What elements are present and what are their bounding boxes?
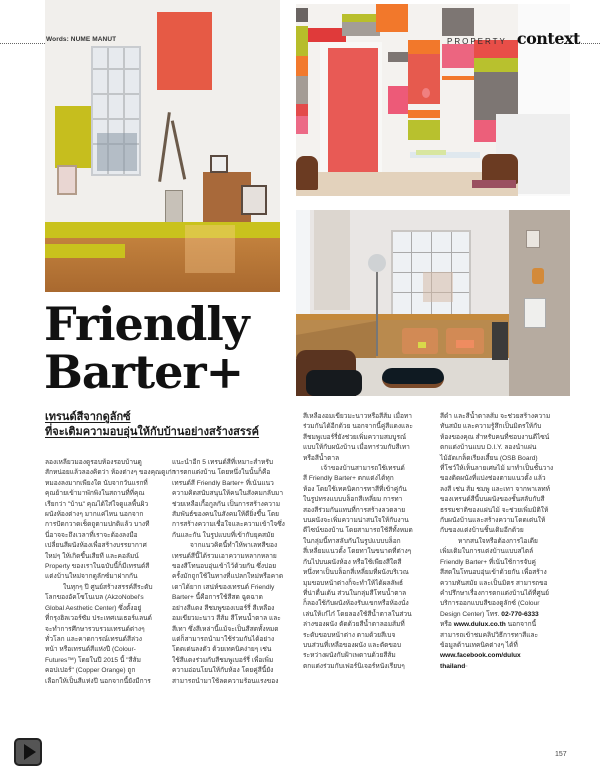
armchair bbox=[402, 328, 438, 354]
title-line-1: Friendly bbox=[44, 297, 249, 351]
text-line: เปลี่ยนสีผนังห้องเพื่อสร้างบรรยากาศ bbox=[45, 542, 147, 550]
facebook-link[interactable]: www.facebook.com/dulux bbox=[440, 652, 521, 660]
section-tag bbox=[447, 29, 580, 48]
text-line: กับของแต่งบ้านชิ้นเดิมอีกด้วย bbox=[440, 527, 524, 535]
text-line: กับผนังบ้านและสร้างความโดดเด่นให้ bbox=[440, 517, 546, 525]
text-line: ล่างของผนัง ตัดด้วยสีน้ำตาลอมส้มที่ bbox=[303, 621, 405, 629]
ottoman bbox=[382, 368, 444, 388]
lime-shelf bbox=[45, 222, 280, 238]
text-line: สี Friendly Barter+ ตกแต่งได้ทุก bbox=[303, 475, 394, 483]
text-line: โลกของอัคโซโนเบล (AkzoNobel's bbox=[45, 594, 144, 602]
subtitle-line-2: ที่จะเติมความอบอุ่นให้กับบ้านอย่างสร้างสรรค์ bbox=[45, 425, 260, 438]
text-line: สีดำ และสีน้ำตาลส้ม จะช่วยสร้างความ bbox=[440, 413, 551, 420]
text-line: แต่ก็สามารถนำมาใช้ร่วมกันได้อย่าง bbox=[172, 635, 275, 643]
website-link[interactable]: www.dulux.co.th bbox=[453, 621, 506, 629]
text-line: เจ้าของบ้านสามารถใช้เทรนด์ bbox=[321, 465, 405, 473]
text-line: เลือกให้เป็นสีแห่งปี นอกจากนี้ยังมีการ bbox=[45, 677, 151, 685]
section-name: context bbox=[516, 29, 580, 48]
text-line: ก็ลองใช้กับผนังห้องรับแขกหรือห้องนั่ง bbox=[303, 600, 409, 608]
body-column-3 bbox=[303, 412, 428, 672]
picture-frame bbox=[57, 165, 77, 195]
small-frame bbox=[210, 155, 228, 173]
text-line: ของเทรนด์สีนี้บนผนังของชั้นสลับกับสี bbox=[440, 496, 545, 504]
small-frame bbox=[241, 185, 267, 215]
coral-door bbox=[328, 48, 378, 172]
text-line: ช่วยเหลือเกื้อกูลกัน เป็นการสร้างความ bbox=[172, 500, 281, 508]
body-column-4 bbox=[440, 412, 570, 672]
text-line: ระดับขอบหน้าต่าง ตามด้วยสีเบจ bbox=[303, 631, 396, 639]
text-line: Friendly Barter+ ที่เน้นใช้การจับคู่ bbox=[440, 558, 536, 566]
branch bbox=[171, 120, 186, 179]
text-line: คอปเปอร์" (Copper Orange) ถูก bbox=[45, 667, 136, 675]
text-line: จะทำการศึกษารวบรวมเทรนด์ต่างๆ bbox=[45, 625, 145, 633]
text-line: ความคิดสนับสนุนให้คนในสังคมกลับมา bbox=[172, 490, 284, 498]
play-icon bbox=[24, 744, 36, 760]
text-line: ใช้สีแดงร่วมกับสีชมพูเบอร์รี่ เพื่อเพิ่ม bbox=[172, 656, 274, 664]
text-line: ความอ่อนโยนให้กับห้อง โดยคู่สีนี้ยัง bbox=[172, 667, 274, 675]
text-line: Global Aesthetic Center) ซึ่งตั้งอยู่ bbox=[45, 604, 142, 612]
branch bbox=[158, 112, 171, 182]
text-line: ที่น่าตื่นเต้น ส่วนในกลุ่มสีโทนน้ำตาล bbox=[303, 589, 407, 597]
end-mark-icon: ▫ bbox=[465, 662, 468, 670]
window bbox=[391, 230, 471, 316]
side-cabinet bbox=[492, 322, 508, 360]
text-line: สีเทา ซึ่งสีเหล่านี้แม้จะเป็นสีสดทั้งหมด bbox=[172, 625, 279, 633]
text-line: ใหม่ๆ ให้เกิดขึ้นเสียที และคอลัมน์ bbox=[45, 552, 139, 560]
text-fragment: Design Center) โทร. bbox=[440, 610, 502, 618]
light-patch bbox=[185, 225, 235, 273]
text-line: ตกแต่งร่วมกับเฟอร์นิเจอร์หนังเรียบๆ bbox=[303, 662, 405, 670]
chair bbox=[296, 156, 318, 190]
text-line: ห้องของคุณ สำหรับคนที่ชอบงานดีไซน์ bbox=[440, 433, 550, 441]
text-line: Property ของเราในฉบับนี้ก็มีเทรนด์สี bbox=[45, 563, 150, 571]
phone-number[interactable]: 02-770-6333 bbox=[501, 610, 539, 618]
text-line: การสร้างความเชื่อใจและความเข้าใจซึ่ง bbox=[172, 521, 285, 529]
text-line: ดีไซน์ของบ้าน โดยสามารถใช้สีทั้งหมด bbox=[303, 527, 413, 535]
text-line: เล่นให้เก๋ไก๋ โดยลองใช้สีน้ำตาลในส่วน bbox=[303, 610, 412, 618]
text-line: ที่กรุงฮิลเวอร์ซัม ประเทศเนเธอร์แลนด์ bbox=[45, 615, 152, 623]
text-line: สีชมพูเบอร์รี่ยังช่วยเพิ่มความสมบูรณ์ bbox=[303, 433, 407, 441]
contact-line bbox=[440, 610, 570, 620]
text-line: ห้อง โดยใช้เทคนิคการทาสีที่เข้าคู่กัน bbox=[303, 485, 407, 493]
body-column-1 bbox=[45, 458, 176, 687]
text-line: หนึ่งทาเป็นบล็อกสี่เหลี่ยมที่ผนังบริเวณ bbox=[303, 569, 409, 577]
text-line: สัมพันธ์ของคนในสังคมให้ดียิ่งขึ้น โดย bbox=[172, 511, 280, 519]
text-line: แบบให้กับผนังบ้าน เมื่อทาร่วมกับสีเทา bbox=[303, 444, 410, 452]
text-line: หากสนใจหรือต้องการไอเดีย bbox=[458, 537, 538, 545]
title-line-2: Barter+ bbox=[44, 345, 244, 399]
text-line: ทั่วโลก และคาดการณ์เทรนด์สีล่วง bbox=[45, 635, 142, 643]
fan-stand bbox=[376, 262, 378, 356]
text-line: สามารถนำมาใช้ลดความร้อนแรงของ bbox=[172, 677, 279, 685]
text-line: แนะนำอีก 5 เทรนด์สีที่เหมาะสำหรับ bbox=[172, 459, 274, 466]
text-line: การตกแต่งบ้าน โดยหนึ่งในนั้นก็คือ bbox=[172, 469, 271, 477]
text-line: สองสีร่วมกันแทนที่การสร้างลวดลาย bbox=[303, 506, 406, 514]
text-line: สี่เหลี่ยมแนวตั้ง โดยทาในขนาดที่ต่างๆ bbox=[303, 548, 412, 556]
text-line: บนผนังจะเพิ่มความน่าสนใจให้กับงาน bbox=[303, 517, 409, 525]
lime-step bbox=[45, 244, 125, 258]
text-line: ธรรมชาติของแผ่นไม้ จะช่วยเพิ่มมิติให้ bbox=[440, 506, 549, 514]
header-rule-left bbox=[0, 43, 45, 44]
article-subtitle bbox=[45, 409, 295, 439]
page-number: 157 bbox=[555, 751, 567, 758]
facebook-link-cont[interactable]: thailand bbox=[440, 662, 466, 670]
text-line: อย่างสีแดง สีชมพูของเบอร์รี่ สีเหลือง bbox=[172, 604, 275, 612]
lime-wall-block bbox=[55, 106, 91, 168]
text-line: นี่อาจจะถึงเวลาที่เราจะต้องลงมือ bbox=[45, 531, 138, 539]
window bbox=[91, 46, 141, 176]
text-line: โดดเด่นลงตัว ด้วยเทคนิคง่ายๆ เช่น bbox=[172, 646, 272, 654]
text-line: Barter+ นี้คือการใช้สีสด ฉูดฉาด bbox=[172, 594, 263, 602]
text-line: สีสดในโทนอบอุ่นเข้าด้วยกัน เพื่อสร้าง bbox=[440, 569, 547, 577]
text-line: เพิ่มเติมในการแต่งบ้านแบบสไตล์ bbox=[440, 548, 534, 556]
text-line: หรือสีน้ำตาล bbox=[303, 454, 340, 462]
text-line: คุณย้ายเข้ามาพักพิงในสถานที่ที่คุณ bbox=[45, 490, 145, 498]
text-line: สักหน่อยแล้วลองคิดว่า ห้องต่างๆ ของคุณดูเก่า bbox=[45, 469, 176, 477]
text-line: มุมขอบหน้าต่างก็จะทำให้ได้ผลลัพธ์ bbox=[303, 579, 404, 587]
text-line: เทรนด์สีนี้ได้รวมเอาความหลากหลาย bbox=[172, 552, 277, 560]
text-line: บริการออกแบบสีของดูลักซ์ (Colour bbox=[440, 600, 540, 608]
text-line: ร่วมกันได้อีกด้วย นอกจากนี้คู่สีแดงและ bbox=[303, 423, 413, 431]
text-line: สามารถเข้าชมคลิปวิธีการทาสีและ bbox=[440, 631, 539, 639]
text-line: ของติดผนังที่แบ่งช่องตามแนวตั้ง แล้ว bbox=[440, 475, 546, 483]
text-line: บนส่วนที่เหลือของผนัง และตัดขอบ bbox=[303, 641, 402, 649]
text-line: ตกแต่งบ้านแบบ D.I.Y. ลองนำแผ่น bbox=[440, 444, 537, 452]
text-line: ของสีโทนอบอุ่นเข้าไว้ด้วยกัน ซึ่งบ่อย bbox=[172, 563, 277, 571]
text-line: ในกลุ่มนี้ทาสลับกันในรูปแบบบล็อก bbox=[303, 537, 401, 545]
text-line: ผนังห้องต่างๆ มากแค่ไหน นอกจาก bbox=[45, 511, 144, 519]
text-line: เทรนด์สี Friendly Barter+ ที่เน้นแนว bbox=[172, 479, 274, 487]
photo-copper-living-room bbox=[296, 210, 570, 396]
text-line: ในรูปทรงแบบบล็อกสีเหลี่ยม การทา bbox=[303, 496, 403, 504]
text-line: การปัดกวาดเช็ดถูตามปกติแล้ว บางที bbox=[45, 521, 150, 529]
text-fragment: นอกจากนี้ bbox=[505, 621, 537, 629]
text-line: ลองเหลียวมองดูรอบห้องรอบบ้านดู bbox=[45, 459, 142, 466]
text-line: เดาได้ยาก เสน่ห์ของเทรนด์ Friendly bbox=[172, 583, 275, 591]
pendant-lamp bbox=[422, 88, 430, 98]
text-line: ข้อมูลด้านเทคนิคต่างๆ ได้ที่ bbox=[440, 641, 518, 649]
text-line: คำปรึกษาเรื่องการตกแต่งบ้านได้ที่ศูนย์ bbox=[440, 589, 550, 597]
text-line: เรียกว่า "บ้าน" คุณได้ใส่ใจดูแลพื้นผิว bbox=[45, 500, 149, 508]
text-line: ในทุกๆ ปี ศูนย์สร้างสรรค์สีระดับ bbox=[63, 583, 153, 591]
text-line: กันไปบนผนังห้อง หรือใช้เพียงสีใดสี bbox=[303, 558, 402, 566]
text-line: ลงสี เช่น ส้ม ชมพู และเทา จากพาเลทท์ bbox=[440, 485, 550, 493]
byline: Words: NUME MANUT bbox=[46, 36, 117, 43]
fan bbox=[368, 254, 386, 272]
text-line: สีเหลืองอมเขียวมะนาวหรือสีส้ม เมื่อทา bbox=[303, 413, 412, 420]
text-line: ระหว่างผนังกับฝ้าเพดานด้วยสีส้ม bbox=[303, 652, 396, 660]
play-button[interactable] bbox=[14, 738, 42, 766]
text-line: ที่โชว์ให้เห็นลายเศษไม้ มาทำเป็นชั้นวาง bbox=[440, 465, 554, 473]
text-line: หน้า หรือเทรนด์สีแห่งปี (Colour- bbox=[45, 646, 136, 654]
body-column-2 bbox=[172, 458, 297, 687]
coral-wall-block bbox=[157, 12, 212, 90]
website-line bbox=[440, 620, 570, 630]
article-title bbox=[44, 297, 249, 399]
subtitle-line-1: เทรนด์สีจากดูลักซ์ bbox=[45, 410, 131, 423]
text-line: ไม้อัดเกล็ดเรียงเสี้ยน (OSB Board) bbox=[440, 454, 538, 462]
text-line: จากแนวคิดนี้ทำให้พาเลทสีของ bbox=[190, 542, 278, 550]
text-line: อมเขียวมะนาว สีส้ม สีโทนน้ำตาล และ bbox=[172, 615, 281, 623]
text-fragment: หรือ bbox=[440, 621, 454, 629]
section-label: PROPERTY bbox=[447, 37, 507, 46]
photo-lime-copper-room bbox=[45, 0, 280, 292]
text-line: แต่งบ้านใหม่จากดูลักซ์มาฝากกัน bbox=[45, 573, 138, 581]
text-line: กันและกัน ในรูปแบบที่เข้ากับยุคสมัย bbox=[172, 531, 275, 539]
text-line: ทันสมัย และความรู้สึกเป็นมิตรให้กับ bbox=[440, 423, 542, 431]
text-line: ความทันสมัย และเป็นมิตร สามารถขอ bbox=[440, 579, 548, 587]
text-line: ครั้งมักถูกใช้ในทางที่แปลกใหม่หรือคาด bbox=[172, 573, 284, 581]
text-line: หมองลงมากเพียงใด นับจากวันแรกที่ bbox=[45, 479, 148, 487]
text-line: Futures™) โดยในปี 2015 นี้ "สีส้ม bbox=[45, 656, 141, 664]
